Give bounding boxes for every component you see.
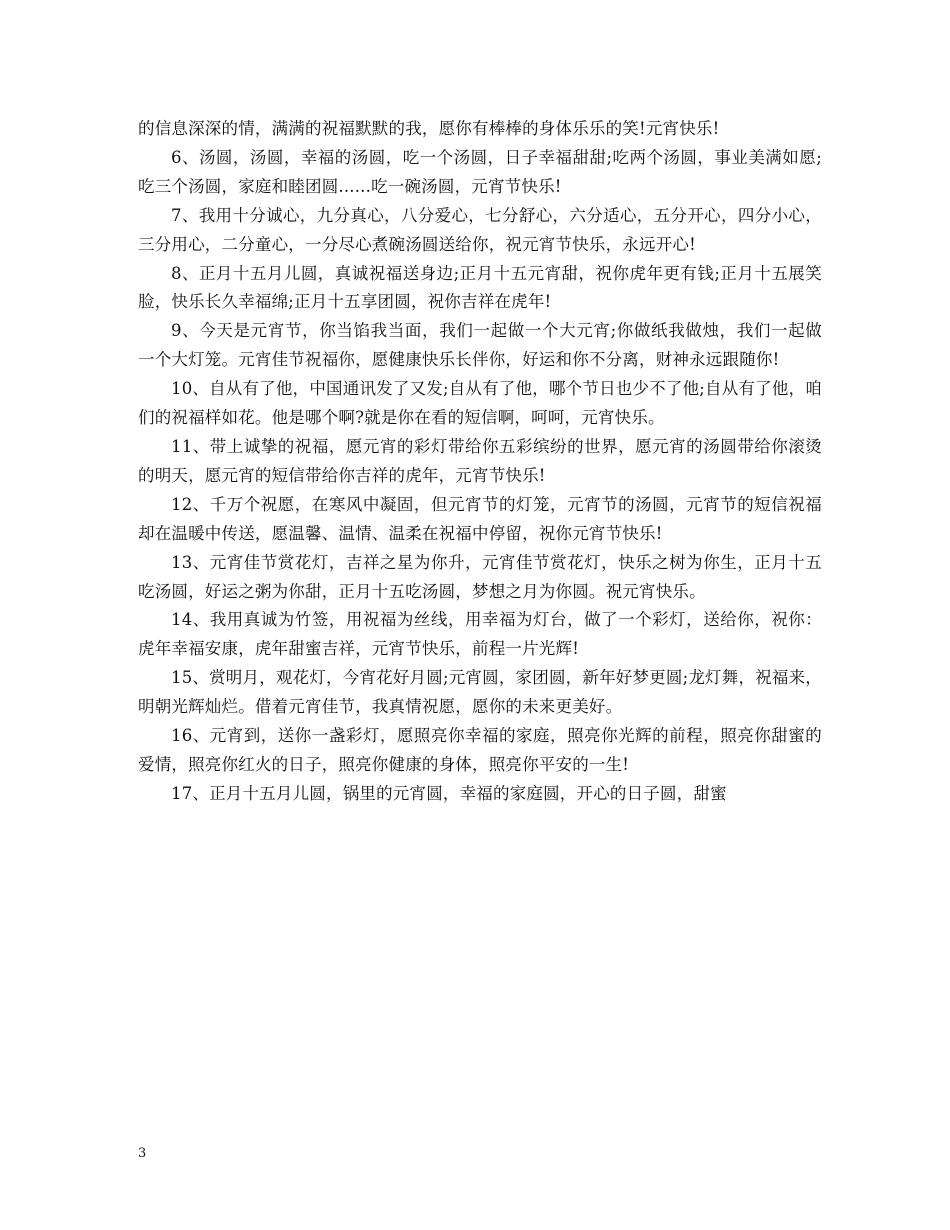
paragraph-item-10: 10、自从有了他，中国通讯发了又发;自从有了他，哪个节日也少不了他;自从有了他，咱们的祝福样如花。他是哪个啊?就是你在看的短信啊，呵呵，元宵快乐。 xyxy=(138,379,822,428)
paragraph-item-7: 7、我用十分诚心，九分真心，八分爱心，七分舒心，六分适心，五分开心，四分小心，三分用心，二分童心，一分尽心煮碗汤圆送给你，祝元宵节快乐，永远开心! xyxy=(138,205,822,254)
paragraph-item-13: 13、元宵佳节赏花灯，吉祥之星为你升，元宵佳节赏花灯，快乐之树为你生，正月十五吃汤圆，好运之粥为你甜，正月十五吃汤圆，梦想之月为你圆。祝元宵快乐。 xyxy=(138,552,822,601)
paragraph-item-14: 14、我用真诚为竹签，用祝福为丝线，用幸福为灯台，做了一个彩灯，送给你，祝你：虎年幸福安康，虎年甜蜜吉祥，元宵节快乐，前程一片光辉! xyxy=(138,610,822,659)
paragraph-item-8: 8、正月十五月儿圆，真诚祝福送身边;正月十五元宵甜，祝你虎年更有钱;正月十五展笑脸，快乐长久幸福绵;正月十五享团圆，祝你吉祥在虎年! xyxy=(138,263,822,312)
paragraph-item-12: 12、千万个祝愿，在寒风中凝固，但元宵节的灯笼，元宵节的汤圆，元宵节的短信祝福却在温暖中传送，愿温馨、温情、温柔在祝福中停留，祝你元宵节快乐! xyxy=(138,494,822,543)
paragraph-item-9: 9、今天是元宵节，你当馅我当面，我们一起做一个大元宵;你做纸我做烛，我们一起做一个大灯笼。元宵佳节祝福你，愿健康快乐长伴你，好运和你不分离，财神永远跟随你! xyxy=(138,321,822,370)
document-body xyxy=(138,115,822,809)
paragraph-item-17: 17、正月十五月儿圆，锅里的元宵圆，幸福的家庭圆，开心的日子圆，甜蜜 xyxy=(171,783,727,803)
paragraph-item-16: 16、元宵到，送你一盏彩灯，愿照亮你幸福的家庭，照亮你光辉的前程，照亮你甜蜜的爱情，照亮你红火的日子，照亮你健康的身体，照亮你平安的一生! xyxy=(138,726,822,774)
paragraph-item-11: 11、带上诚挚的祝福，愿元宵的彩灯带给你五彩缤纷的世界，愿元宵的汤圆带给你滚烫的明天，愿元宵的短信带给你吉祥的虎年，元宵节快乐! xyxy=(138,436,822,485)
page-number: 3 xyxy=(138,1146,147,1161)
paragraph-item-6: 6、汤圆，汤圆，幸福的汤圆，吃一个汤圆，日子幸福甜甜;吃两个汤圆，事业美满如愿;吃三个汤圆，家庭和睦团圆......吃一碗汤圆，元宵节快乐! xyxy=(138,147,822,196)
paragraph-continuation: 的信息深深的情，满满的祝福默默的我，愿你有棒棒的身体乐乐的笑!元宵快乐! xyxy=(138,119,720,138)
paragraph-item-15: 15、赏明月，观花灯，今宵花好月圆;元宵圆，家团圆，新年好梦更圆;龙灯舞，祝福来，明朝光辉灿烂。借着元宵佳节，我真情祝愿，愿你的未来更美好。 xyxy=(138,668,822,717)
